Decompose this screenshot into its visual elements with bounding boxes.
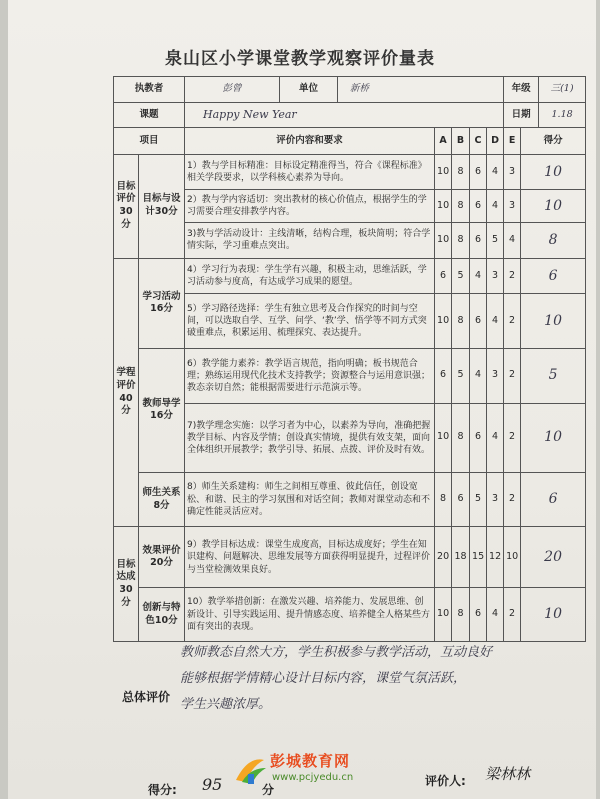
score-b: 6: [452, 472, 470, 527]
col-c: C: [470, 128, 487, 154]
score-e: 2: [504, 403, 521, 472]
awarded-score: 5: [521, 348, 586, 403]
score-b: 18: [452, 527, 470, 588]
score-label: 得分:: [148, 783, 177, 797]
teacher-value: 彭曾: [185, 77, 280, 103]
comment-line-2: 能够根据学情精心设计目标内容，课堂气氛活跃，: [180, 671, 467, 686]
topic-value: Happy New Year: [185, 103, 504, 128]
score-e: 4: [504, 222, 521, 258]
awarded-score: 6: [521, 258, 586, 294]
column-header-row: [114, 128, 586, 154]
section-effect: 效果评价20分: [139, 527, 185, 588]
criterion-text: 7)教学理念实施：以学习者为中心，以素养为导向，准确把握教学目标、内容及学情；创设真实情境，提供有效支架，面向全体组织开展教学；教学引导、拓展、点拨、评价及时有效。: [185, 403, 435, 472]
score-c: 5: [470, 472, 487, 527]
criterion-text: 8）师生关系建构：师生之间相互尊重、彼此信任，创设宽松、和谐、民主的学习氛围和对话空间；教师对课堂动态和不确定性能灵活应对。: [185, 472, 435, 527]
score-d: 5: [487, 222, 504, 258]
score-e: 2: [504, 348, 521, 403]
grade-label: 年级: [504, 77, 539, 103]
score-b: 5: [452, 258, 470, 294]
score-d: 4: [487, 294, 504, 349]
awarded-score: 6: [521, 472, 586, 527]
score-a: 6: [435, 348, 452, 403]
table-row: [114, 527, 586, 588]
score-a: 10: [435, 190, 452, 223]
col-e: E: [504, 128, 521, 154]
section-process-eval: 学程评价40分: [114, 258, 139, 527]
score-d: 4: [487, 588, 504, 642]
awarded-score: 10: [521, 588, 586, 642]
section-goal-eval: 目标评价30分: [114, 154, 139, 258]
score-b: 8: [452, 403, 470, 472]
score-d: 3: [487, 348, 504, 403]
watermark-logo-icon: [230, 748, 270, 788]
score-d: 3: [487, 472, 504, 527]
col-content: 评价内容和要求: [185, 128, 435, 154]
score-d: 4: [487, 403, 504, 472]
awarded-score: 10: [521, 154, 586, 190]
col-item: 项目: [114, 128, 185, 154]
criterion-text: 1）教与学目标精准：目标设定精准得当，符合《课程标准》相关学段要求，以学科核心素养为导向。: [185, 154, 435, 190]
table-row: [114, 348, 586, 403]
score-e: 2: [504, 258, 521, 294]
col-score: 得分: [521, 128, 586, 154]
overall-comment: [180, 640, 580, 718]
evaluation-table: [113, 76, 586, 642]
score-d: 3: [487, 258, 504, 294]
score-b: 8: [452, 190, 470, 223]
score-c: 6: [470, 403, 487, 472]
criterion-text: 5）学习路径选择：学生有独立思考及合作探究的时间与空间，可以选取自学、互学、问学、‘教’学、悟学等不同方式突破重难点，积累运用、梳理探究、表达提升。: [185, 294, 435, 349]
score-c: 6: [470, 190, 487, 223]
table-row: [114, 294, 586, 349]
score-e: 2: [504, 294, 521, 349]
teacher-label: 执教者: [114, 77, 185, 103]
awarded-score: 8: [521, 222, 586, 258]
section-goal-reach: 目标达成30分: [114, 527, 139, 642]
score-c: 4: [470, 348, 487, 403]
score-b: 8: [452, 222, 470, 258]
col-d: D: [487, 128, 504, 154]
header-row-2: [114, 103, 586, 128]
score-value: 95: [202, 775, 223, 794]
watermark-url: www.pcjyedu.cn: [272, 772, 354, 783]
awarded-score: 10: [521, 190, 586, 223]
watermark: [230, 748, 380, 793]
score-a: 10: [435, 294, 452, 349]
score-a: 10: [435, 403, 452, 472]
score-b: 8: [452, 588, 470, 642]
col-b: B: [452, 128, 470, 154]
criterion-text: 3)教与学活动设计：主线清晰，结构合理，板块简明；符合学情实际，学习重难点突出。: [185, 222, 435, 258]
unit-label: 单位: [280, 77, 338, 103]
awarded-score: 20: [521, 527, 586, 588]
score-e: 3: [504, 154, 521, 190]
score-b: 8: [452, 154, 470, 190]
section-learning: 学习活动16分: [139, 258, 185, 348]
table-row: [114, 258, 586, 294]
evaluator-label: 评价人:: [425, 774, 466, 788]
score-c: 15: [470, 527, 487, 588]
comment-line-3: 学生兴趣浓厚。: [180, 697, 272, 712]
score-d: 4: [487, 190, 504, 223]
evaluator-value: 梁林林: [485, 765, 531, 783]
score-a: 8: [435, 472, 452, 527]
score-a: 10: [435, 154, 452, 190]
awarded-score: 10: [521, 403, 586, 472]
score-c: 4: [470, 258, 487, 294]
score-b: 5: [452, 348, 470, 403]
score-d: 4: [487, 154, 504, 190]
col-a: A: [435, 128, 452, 154]
criterion-text: 6）教学能力素养：教学语言规范，指向明确；板书规范合理；熟练运用现代化技术支持教学；资源整合与运用意识强；教态亲切自然；能根据需要进行示范演示等。: [185, 348, 435, 403]
score-c: 6: [470, 154, 487, 190]
page-title: 泉山区小学课堂教学观察评价量表: [165, 49, 435, 69]
score-a: 6: [435, 258, 452, 294]
score-e: 2: [504, 588, 521, 642]
date-value: 1.18: [539, 103, 586, 128]
unit-value: 新桥: [338, 77, 504, 103]
overall-label: 总体评价: [122, 690, 171, 704]
date-label: 日期: [504, 103, 539, 128]
watermark-text: 彭城教育网: [270, 752, 351, 770]
score-a: 10: [435, 222, 452, 258]
score-c: 6: [470, 222, 487, 258]
topic-label: 课题: [114, 103, 185, 128]
section-goal-design: 目标与设计30分: [139, 154, 185, 258]
score-b: 8: [452, 294, 470, 349]
criterion-text: 2）教与学内容适切：突出教材的核心价值点，根据学生的学习需要合理安排教学内容。: [185, 190, 435, 223]
score-e: 3: [504, 190, 521, 223]
criterion-text: 4）学习行为表现：学生学有兴趣，积极主动，思维活跃，学习活动参与度高，有达成学习成果的愿望。: [185, 258, 435, 294]
awarded-score: 10: [521, 294, 586, 349]
score-c: 6: [470, 294, 487, 349]
table-row: [114, 222, 586, 258]
score-a: 10: [435, 588, 452, 642]
criterion-text: 9）教学目标达成：课堂生成度高，目标达成度好；学生在知识建构、问题解决、思维发展等方面获得明显提升，过程评价与当堂检测效果良好。: [185, 527, 435, 588]
header-row-1: [114, 77, 586, 103]
section-relation: 师生关系8分: [139, 472, 185, 527]
score-c: 6: [470, 588, 487, 642]
score-e: 2: [504, 472, 521, 527]
table-row: [114, 588, 586, 642]
criterion-text: 10）教学举措创新：在激发兴趣、培养能力、发展思维、创新设计、引导实践运用、提升情感态度、培养健全人格某些方面有突出的表现。: [185, 588, 435, 642]
comment-line-1: 教师教态自然大方，学生积极参与教学活动，互动良好: [180, 645, 493, 660]
grade-value: 三(1): [539, 77, 586, 103]
score-a: 20: [435, 527, 452, 588]
section-teacher-guide: 教师导学16分: [139, 348, 185, 472]
score-d: 12: [487, 527, 504, 588]
score-unit: 分: [262, 783, 275, 797]
table-row: [114, 472, 586, 527]
score-e: 10: [504, 527, 521, 588]
table-row: [114, 403, 586, 472]
table-row: [114, 190, 586, 223]
section-innovation: 创新与特色10分: [139, 588, 185, 642]
table-row: [114, 154, 586, 190]
